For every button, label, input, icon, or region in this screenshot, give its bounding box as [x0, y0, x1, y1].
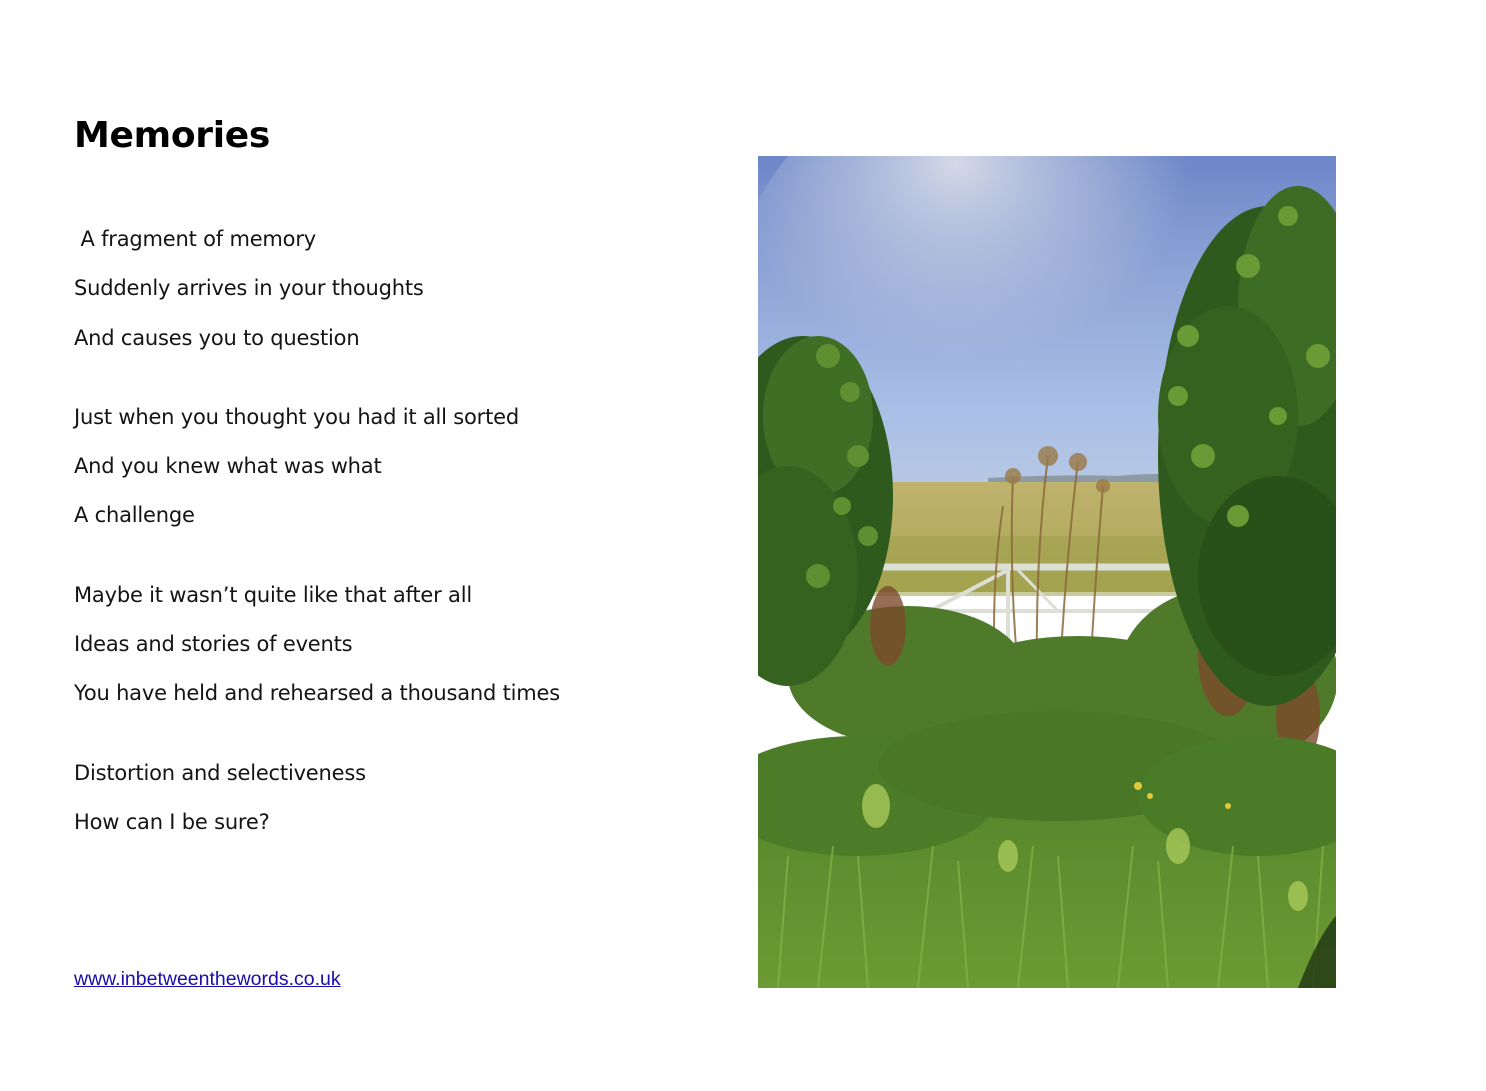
- poem-line: A challenge: [74, 503, 195, 528]
- poem-line: Suddenly arrives in your thoughts: [74, 276, 424, 301]
- poem-line: You have held and rehearsed a thousand times: [74, 681, 560, 706]
- poem-line: A fragment of memory: [74, 227, 316, 251]
- website-link[interactable]: www.inbetweenthewords.co.uk: [74, 968, 341, 990]
- poem: [74, 224, 674, 856]
- poem-line: And you knew what was what: [74, 454, 382, 479]
- page-title: Memories: [74, 115, 271, 156]
- poem-line: Distortion and selectiveness: [74, 760, 366, 785]
- poem-line: And causes you to question: [74, 325, 360, 350]
- poem-line: How can I be sure?: [74, 809, 270, 834]
- poem-line: Ideas and stories of events: [74, 632, 353, 657]
- landscape-photo-icon: [758, 156, 1336, 988]
- poem-line: Maybe it wasn’t quite like that after all: [74, 582, 472, 607]
- landscape-photo: [758, 156, 1336, 988]
- poem-line: Just when you thought you had it all sorted: [74, 404, 519, 429]
